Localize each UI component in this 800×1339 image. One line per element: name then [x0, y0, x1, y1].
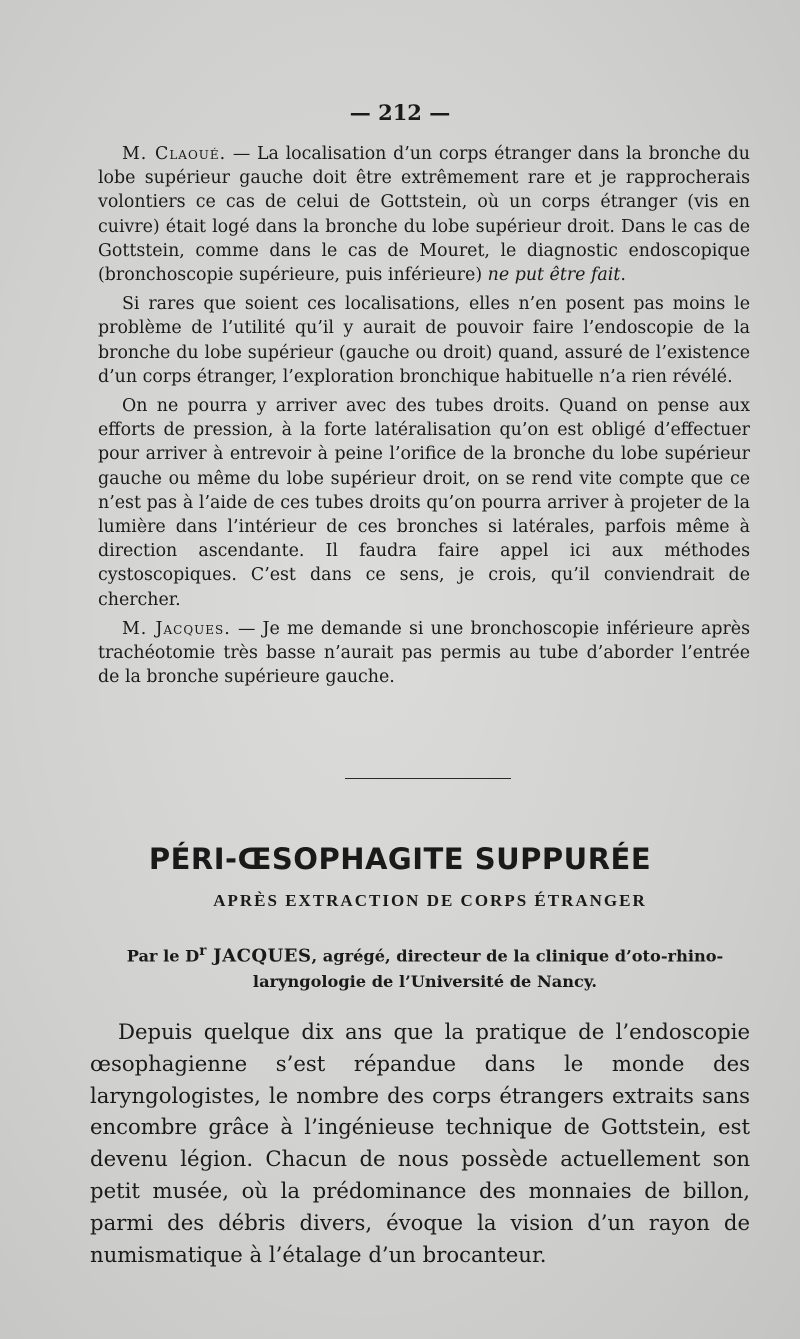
author-name: JACQUES — [206, 945, 312, 967]
body-paragraph: Depuis quelque dix ans que la pratique de l’endoscopie œsophagienne s’est répandue dans le monde des laryngologistes, le nombre des corps étrangers extraits sans encombre grâce à l’ingénieuse technique de Gottstein, est devenu légion. Chacun de nous possède actuellement son petit musée, où la prédominance des monnaies de billon, parmi des débris divers, évoque la vision d’un rayon de numismatique à l’étalage d’un brocanteur. — [90, 1019, 750, 1267]
page-number: — 212 — — [349, 100, 451, 125]
claoue-paragraph — [98, 142, 750, 287]
speaker-name: M. Claoué. — [122, 144, 227, 164]
discussion-section — [98, 142, 750, 694]
jacques-paragraph — [98, 617, 750, 690]
discussion-paragraph: Si rares que soient ces localisations, elles n’en posent pas moins le problème de l’utilité qu’il y aurait de pouvoir faire l’endoscopie de la bronche du lobe supérieur (gauche ou droit) quand, assuré de l’existence d’un corps étranger, l’exploration bronchique habituelle n’a rien révélé. — [98, 294, 750, 387]
article-byline — [120, 938, 730, 995]
article-title: PÉRI-ŒSOPHAGITE SUPPURÉE — [148, 842, 652, 876]
article-body — [90, 1016, 750, 1270]
paragraph-end: . — [620, 265, 626, 286]
paragraph-text: — Je me demande si une bronchoscopie inférieure après trachéotomie très basse n’aurait pas permis au tube d’aborder l’entrée de la bronche supérieure gauche. — [98, 618, 750, 688]
byline-affiliation: , agrégé, directeur de la clinique d’oto-rhino-laryngologie de l’Université de Nancy. — [252, 946, 724, 992]
italic-text: ne put être fait — [487, 265, 621, 286]
section-divider — [345, 778, 511, 779]
speaker-name: M. Jacques. — [122, 618, 231, 639]
article-subtitle: APRÈS EXTRACTION DE CORPS ÉTRANGER — [213, 891, 647, 910]
paragraph-text: — La localisation d’un corps étranger dans la bronche du lobe supérieur gauche doit être extrêmement rare et je rapprocherais volontiers ce cas de celui de Gottstein, où un corps étranger (vis en cuivre) était logé dans la bronche du lobe supérieur droit. Dans le cas de Gottstein, comme dans le cas de Mouret, le diagnostic endoscopique (bronchoscopie supérieure, puis inférieure) — [98, 144, 750, 286]
byline-prefix: Par le D — [126, 946, 200, 966]
discussion-paragraph: On ne pourra y arriver avec des tubes droits. Quand on pense aux efforts de pression, à la forte latéralisation qu’on est obligé d’effectuer pour arriver à entrevoir à peine l’orifice de la bronche du lobe supérieur gauche ou même du lobe supérieur droit, on se rend vite compte que ce n’est pas à l’aide de ces tubes droits qu’on pourra arriver à projeter de la lumière dans l’intérieur de ces bronches si latérales, parfois même à direction ascendante. Il faudra faire appel ici aux méthodes cystoscopiques. C’est dans ce sens, je crois, qu’il conviendrait de chercher. — [98, 396, 750, 610]
byline-sup: r — [199, 943, 207, 959]
